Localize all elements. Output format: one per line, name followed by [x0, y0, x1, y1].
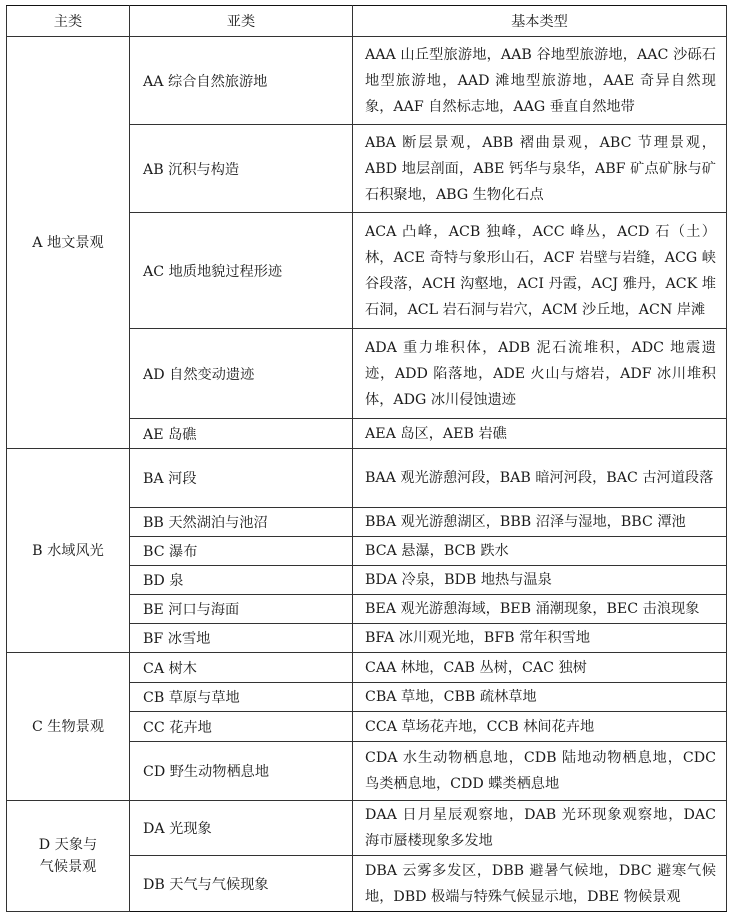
table-row — [7, 449, 727, 508]
subcategory-ac: AC 地质地貌过程形迹 — [130, 213, 353, 329]
basic-types-db: DBA 云雾多发区，DBB 避暑气候地，DBC 避寒气候地，DBD 极端与特殊气候显示地，DBE 物候景观 — [353, 856, 727, 912]
basic-types-bd: BDA 冷泉，BDB 地热与温泉 — [353, 566, 727, 595]
main-category-b: B 水域风光 — [7, 449, 130, 653]
subcategory-be: BE 河口与海面 — [130, 595, 353, 624]
basic-types-bb: BBA 观光游憩湖区，BBB 沼泽与湿地，BBC 潭池 — [353, 508, 727, 537]
table-row — [7, 653, 727, 683]
subcategory-ae: AE 岛礁 — [130, 419, 353, 449]
basic-types-ca: CAA 林地，CAB 丛树，CAC 独树 — [353, 653, 727, 683]
subcategory-bd: BD 泉 — [130, 566, 353, 595]
basic-types-ae: AEA 岛区，AEB 岩礁 — [353, 419, 727, 449]
basic-types-bc: BCA 悬瀑，BCB 跌水 — [353, 537, 727, 566]
basic-types-cd: CDA 水生动物栖息地，CDB 陆地动物栖息地，CDC 鸟类栖息地，CDD 蝶类栖息地 — [353, 742, 727, 801]
table-row — [7, 37, 727, 125]
basic-types-ac: ACA 凸峰，ACB 独峰，ACC 峰丛，ACD 石（土）林，ACE 奇特与象形山石，ACF 岩壁与岩缝，ACG 峡谷段落，ACH 沟壑地，ACI 丹霞，ACJ 雅丹，ACK 堆石洞，ACL 岩石洞与岩穴，ACM 沙丘地，ACN 岸滩 — [353, 213, 727, 329]
header-subcategory: 亚类 — [130, 6, 353, 37]
subcategory-db: DB 天气与气候现象 — [130, 856, 353, 912]
main-category-d-line-1: D 天象与 — [38, 837, 98, 853]
basic-types-cb: CBA 草地，CBB 疏林草地 — [353, 683, 727, 712]
header-basic-type: 基本类型 — [353, 6, 727, 37]
subcategory-cc: CC 花卉地 — [130, 712, 353, 742]
classification-table — [6, 5, 727, 912]
header-row — [7, 6, 727, 37]
main-category-d-line-2: 气候景观 — [39, 859, 97, 875]
basic-types-ad: ADA 重力堆积体，ADB 泥石流堆积，ADC 地震遗迹，ADD 陷落地，ADE 火山与熔岩，ADF 冰川堆积体，ADG 冰川侵蚀遗迹 — [353, 329, 727, 419]
main-category-a: A 地文景观 — [7, 37, 130, 449]
basic-types-da: DAA 日月星辰观察地，DAB 光环现象观察地，DAC 海市蜃楼现象多发地 — [353, 801, 727, 856]
subcategory-ab: AB 沉积与构造 — [130, 125, 353, 213]
subcategory-da: DA 光现象 — [130, 801, 353, 856]
basic-types-bf: BFA 冰川观光地，BFB 常年积雪地 — [353, 624, 727, 653]
basic-types-aa: AAA 山丘型旅游地，AAB 谷地型旅游地，AAC 沙砾石地型旅游地，AAD 滩地型旅游地，AAE 奇异自然现象，AAF 自然标志地，AAG 垂直自然地带 — [353, 37, 727, 125]
basic-types-ab: ABA 断层景观，ABB 褶曲景观，ABC 节理景观，ABD 地层剖面，ABE 钙华与泉华，ABF 矿点矿脉与矿石积聚地，ABG 生物化石点 — [353, 125, 727, 213]
header-main-category: 主类 — [7, 6, 130, 37]
subcategory-bf: BF 冰雪地 — [130, 624, 353, 653]
subcategory-cb: CB 草原与草地 — [130, 683, 353, 712]
main-category-d — [7, 801, 130, 912]
basic-types-cc: CCA 草场花卉地，CCB 林间花卉地 — [353, 712, 727, 742]
subcategory-cd: CD 野生动物栖息地 — [130, 742, 353, 801]
subcategory-bb: BB 天然湖泊与池沼 — [130, 508, 353, 537]
subcategory-ad: AD 自然变动遗迹 — [130, 329, 353, 419]
basic-types-be: BEA 观光游憩海域，BEB 涌潮现象，BEC 击浪现象 — [353, 595, 727, 624]
basic-types-ba: BAA 观光游憩河段，BAB 暗河河段，BAC 古河道段落 — [353, 449, 727, 508]
subcategory-ca: CA 树木 — [130, 653, 353, 683]
subcategory-ba: BA 河段 — [130, 449, 353, 508]
subcategory-bc: BC 瀑布 — [130, 537, 353, 566]
subcategory-aa: AA 综合自然旅游地 — [130, 37, 353, 125]
table-row — [7, 801, 727, 856]
main-category-c: C 生物景观 — [7, 653, 130, 801]
